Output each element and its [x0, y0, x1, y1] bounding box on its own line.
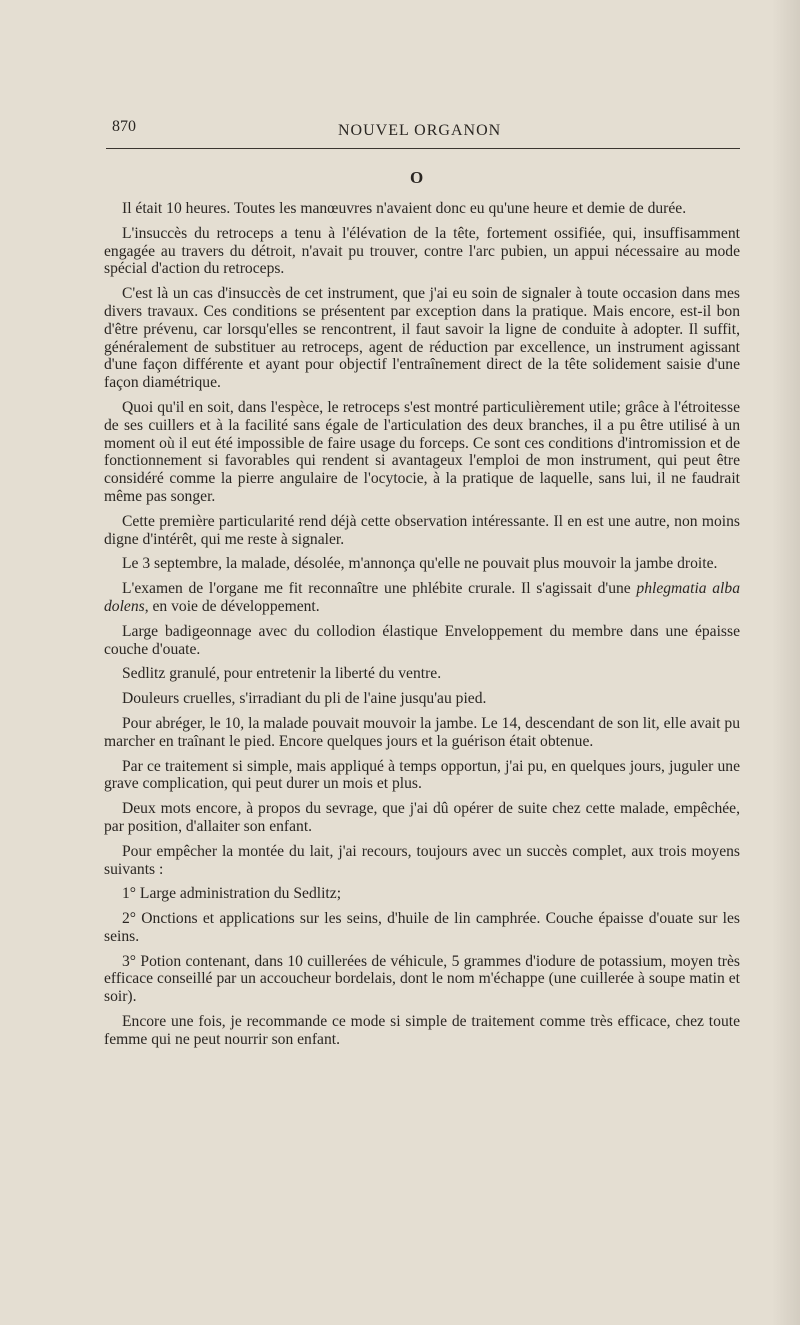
page-edge-shadow [772, 0, 800, 1325]
paragraph: Large badigeonnage avec du collodion élastique Enveloppement du membre dans une épaisse couche d'ouate. [104, 622, 740, 658]
list-item: 3° Potion contenant, dans 10 cuillerées de véhicule, 5 grammes d'iodure de potassium, moyen très efficace conseillé par un accoucheur bordelais, dont le nom m'échappe (une cuillerée à soupe matin et soir). [104, 952, 740, 1006]
paragraph: Par ce traitement si simple, mais appliqué à temps opportun, j'ai pu, en quelques jours, juguler une grave complication, qui peut durer un mois et plus. [104, 757, 740, 793]
paragraph: L'insuccès du retroceps a tenu à l'élévation de la tête, fortement ossifiée, qui, insuffisamment engagée au travers du détroit, n'avait pu trouver, contre l'arc pubien, un appui nécessaire au mode spécial d'action du retroceps. [104, 224, 740, 278]
paragraph: Il était 10 heures. Toutes les manœuvres n'avaient donc eu qu'une heure et demie de durée. [122, 200, 687, 217]
header-rule [106, 148, 740, 149]
italic-term: phlegmatia alba dolens [104, 580, 740, 615]
paragraph: Douleurs cruelles, s'irradiant du pli de l'aine jusqu'au pied. [122, 690, 487, 708]
paragraph-text: L'examen de l'organe me fit reconnaître une phlébite crurale. Il s'agissait d'une [122, 580, 637, 598]
paragraph-with-italic [104, 580, 740, 616]
running-title: NOUVEL ORGANON [338, 122, 502, 139]
section-letter: O [410, 168, 424, 187]
paragraph: Pour empêcher la montée du lait, j'ai recours, toujours avec un succès complet, aux trois moyens suivants : [104, 842, 740, 878]
page-header [112, 118, 740, 142]
body-text [104, 200, 740, 1056]
list-item: 1° Large administration du Sedlitz; [122, 885, 342, 903]
paragraph: Le 3 septembre, la malade, désolée, m'annonça qu'elle ne pouvait plus mouvoir la jambe droite. [122, 555, 718, 573]
list-item: 2° Onctions et applications sur les seins, d'huile de lin camphrée. Couche épaisse d'ouate sur les seins. [104, 910, 740, 945]
paragraph: C'est là un cas d'insuccès de cet instrument, que j'ai eu soin de signaler à toute occasion dans mes divers travaux. Ces conditions se présentent par exception dans la pratique. Mais encore, est-il bon d'être prévenu, car lorsqu'elles se rencontrent, il faut savoir la ligne de conduite à adopter. Il suffit, généralement de substituer au retroceps, agent de réduction par excellence, un instrument agissant d'une façon différente et ayant pour objectif l'entraînement direct de la tête solidement saisie d'une façon diamétrique. [104, 285, 740, 392]
paragraph: Sedlitz granulé, pour entretenir la liberté du ventre. [122, 665, 442, 683]
paragraph: Deux mots encore, à propos du sevrage, que j'ai dû opérer de suite chez cette malade, empêchée, par position, d'allaiter son enfant. [104, 800, 740, 835]
paragraph-text: , en voie de développement. [144, 597, 320, 615]
paragraph: Cette première particularité rend déjà cette observation intéressante. Il en est une autre, non moins digne d'intérêt, qui me reste à signaler. [104, 512, 740, 548]
paragraph: Pour abréger, le 10, la malade pouvait mouvoir la jambe. Le 14, descendant de son lit, elle avait pu marcher en traînant le pied. Encore quelques jours et la guérison était obtenue. [104, 714, 740, 750]
paragraph: Encore une fois, je recommande ce mode si simple de traitement comme très efficace, chez toute femme qui ne peut nourrir son enfant. [104, 1013, 740, 1048]
page-number: 870 [112, 118, 136, 135]
paragraph: Quoi qu'il en soit, dans l'espèce, le retroceps s'est montré particulièrement utile; grâce à l'étroitesse de ses cuillers et à la facilité sans égale de l'articulation des deux branches, il a pu être utilisé à un moment où il eut été impossible de faire usage du forceps. Ce sont ces conditions d'intromission et de fonctionnement si favorables qui rendent si avantageux l'emploi de mon instrument, qui peut être considéré comme la pierre angulaire de l'ocytocie, à la pratique de laquelle, sans lui, il ne faudrait même pas songer. [104, 398, 740, 505]
